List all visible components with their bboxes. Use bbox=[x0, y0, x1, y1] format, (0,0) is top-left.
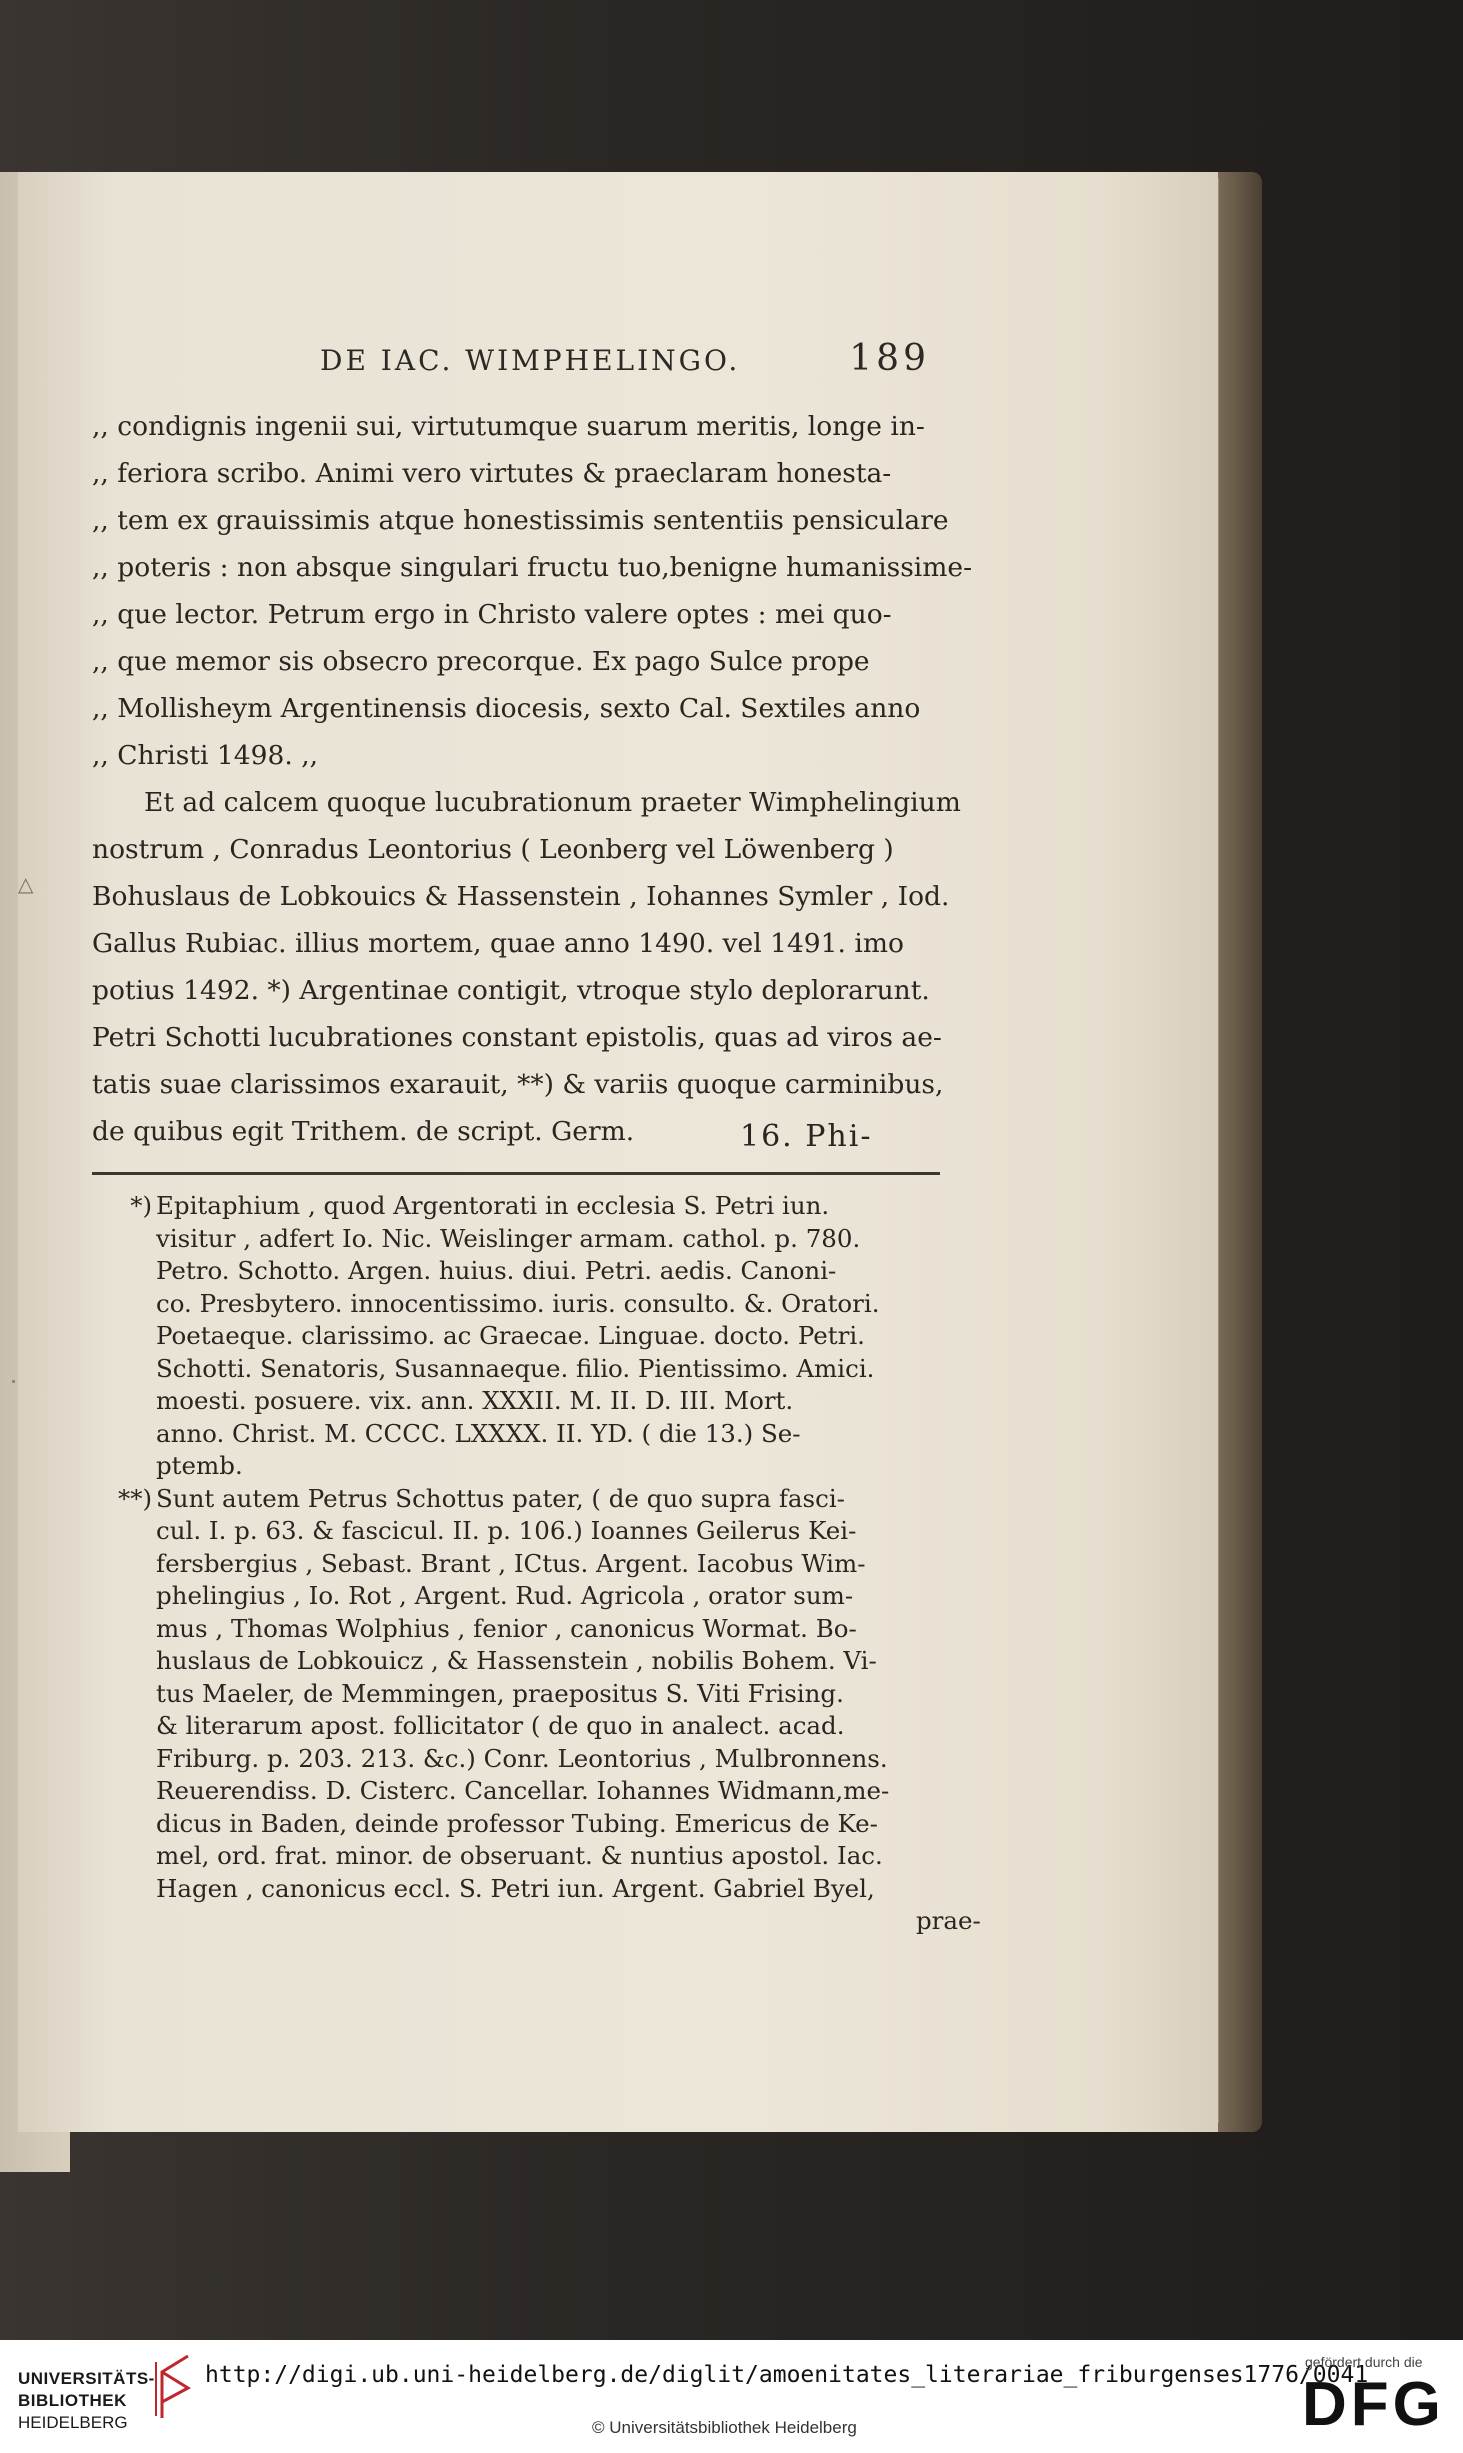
text-line: ,, que memor sis obsecro precorque. Ex pago Sulce prope bbox=[92, 646, 870, 677]
text-line: Bohuslaus de Lobkouics & Hassenstein , Iohannes Symler , Iod. bbox=[92, 881, 950, 912]
footnote-line: cul. I. p. 63. & fascicul. II. p. 106.) Ioannes Geilerus Kei- bbox=[156, 1516, 857, 1545]
footnote-line: Hagen , canonicus eccl. S. Petri iun. Argent. Gabriel Byel, bbox=[156, 1873, 875, 1903]
footnote-line: anno. Christ. M. CCCC. LXXXX. II. YD. ( die 13.) Se- bbox=[156, 1418, 801, 1448]
text-line: ,, Mollisheym Argentinensis diocesis, sexto Cal. Sextiles anno bbox=[92, 693, 921, 724]
text-line: ,, que lector. Petrum ergo in Christo valere optes : mei quo- bbox=[92, 599, 892, 630]
footnote-line: tus Maeler, de Memmingen, praepositus S. Viti Frising. bbox=[156, 1678, 844, 1708]
library-name-line2: BIBLIOTHEK bbox=[18, 2391, 127, 2410]
footnote-line: ptemb. bbox=[156, 1451, 243, 1480]
text-line: de quibus egit Trithem. de script. Germ. bbox=[92, 1116, 635, 1147]
footnote-mark: **) bbox=[117, 1483, 152, 1513]
margin-dot bbox=[12, 1380, 15, 1383]
running-header bbox=[230, 340, 950, 390]
footnote-line: fersbergius , Sebast. Brant , ICtus. Argent. Iacobus Wim- bbox=[156, 1548, 866, 1578]
footnote-line: mel, ord. frat. minor. de obseruant. & nuntius apostol. Iac. bbox=[156, 1841, 883, 1870]
footnote-line: visitur , adfert Io. Nic. Weislinger armam. cathol. p. 780. bbox=[156, 1223, 861, 1253]
library-logo bbox=[18, 2368, 155, 2434]
footnote-line: co. Presbytero. innocentissimo. iuris. consulto. &. Oratori. bbox=[156, 1288, 880, 1318]
text-line: ,, condignis ingenii sui, virtutumque suarum meritis, longe in- bbox=[92, 411, 925, 442]
text-line: ,, tem ex grauissimis atque honestissimis sententiis pensiculare bbox=[92, 505, 949, 536]
main-text bbox=[92, 403, 973, 1155]
footnotes bbox=[92, 1190, 981, 1938]
footnote-line: Friburg. p. 203. 213. &c.) Conr. Leontorius , Mulbronnens. bbox=[156, 1743, 888, 1773]
library-name-line3: HEIDELBERG bbox=[18, 2413, 128, 2432]
library-emblem-icon bbox=[148, 2352, 196, 2422]
text-line: ,, Christi 1498. ,, bbox=[92, 740, 319, 771]
footnote-line: phelingius , Io. Rot , Argent. Rud. Agricola , orator sum- bbox=[156, 1581, 854, 1610]
text-line: nostrum , Conradus Leontorius ( Leonberg vel Löwenberg ) bbox=[92, 834, 894, 865]
footnote-line: Reuerendiss. D. Cisterc. Cancellar. Iohannes Widmann,me- bbox=[156, 1776, 890, 1805]
text-line: ,, feriora scribo. Animi vero virtutes & praeclaram honesta- bbox=[92, 458, 892, 489]
footnote-mark: *) bbox=[130, 1191, 152, 1220]
dfg-logo: DFG bbox=[1302, 2370, 1445, 2439]
footnote-line: Sunt autem Petrus Schottus pater, ( de quo supra fasci- bbox=[156, 1483, 845, 1513]
footnote-line: moesti. posuere. vix. ann. XXXII. M. II. D. III. Mort. bbox=[156, 1386, 794, 1415]
footnote-1 bbox=[92, 1190, 952, 1483]
footnote-line: & literarum apost. follicitator ( de quo in analect. acad. bbox=[156, 1711, 845, 1740]
footnote-line: Schotti. Senatoris, Susannaeque. filio. Pientissimo. Amici. bbox=[156, 1353, 875, 1383]
text-line: ,, poteris : non absque singulari fructu tuo,benigne humanissime- bbox=[92, 552, 973, 583]
funding-caption: gefördert durch die bbox=[1305, 2354, 1423, 2370]
text-line: tatis suae clarissimos exarauit, **) & variis quoque carminibus, bbox=[92, 1069, 944, 1100]
catchword: 16. Phi- bbox=[740, 1119, 873, 1154]
text-line: Et ad calcem quoque lucubrationum praeter Wimphelingium bbox=[144, 787, 961, 818]
footnote-line: huslaus de Lobkouicz , & Hassenstein , nobilis Bohem. Vi- bbox=[156, 1646, 877, 1675]
footnote-line: Epitaphium , quod Argentorati in ecclesia S. Petri iun. bbox=[156, 1191, 830, 1220]
footnote-2 bbox=[92, 1483, 981, 1938]
footnote-line: Petro. Schotto. Argen. huius. diui. Petri. aedis. Canoni- bbox=[156, 1256, 837, 1285]
running-title: DE IAC. WIMPHELINGO. bbox=[320, 344, 741, 377]
footnote-line: dicus in Baden, deinde professor Tubing. Emericus de Ke- bbox=[156, 1808, 878, 1838]
text-line: Gallus Rubiac. illius mortem, quae anno 1490. vel 1491. imo bbox=[92, 928, 904, 959]
margin-mark: △ bbox=[18, 872, 34, 896]
text-line: potius 1492. *) Argentinae contigit, vtroque stylo deplorarunt. bbox=[92, 975, 930, 1006]
text-line: Petri Schotti lucubrationes constant epistolis, quas ad viros ae- bbox=[92, 1022, 942, 1053]
footnote-line: mus , Thomas Wolphius , fenior , canonicus Wormat. Bo- bbox=[156, 1613, 857, 1643]
library-name-line1: UNIVERSITÄTS- bbox=[18, 2369, 155, 2388]
copyright-notice: © Universitätsbibliothek Heidelberg bbox=[592, 2418, 857, 2437]
footnote-catchword: prae- bbox=[916, 1906, 981, 1935]
footnote-line: Poetaeque. clarissimo. ac Graecae. Linguae. docto. Petri. bbox=[156, 1321, 865, 1350]
page-number: 189 bbox=[849, 338, 930, 379]
permalink-url[interactable]: http://digi.ub.uni-heidelberg.de/diglit/amoenitates_literariae_friburgenses1776/0041 bbox=[205, 2362, 1369, 2388]
footnote-rule bbox=[92, 1172, 940, 1175]
